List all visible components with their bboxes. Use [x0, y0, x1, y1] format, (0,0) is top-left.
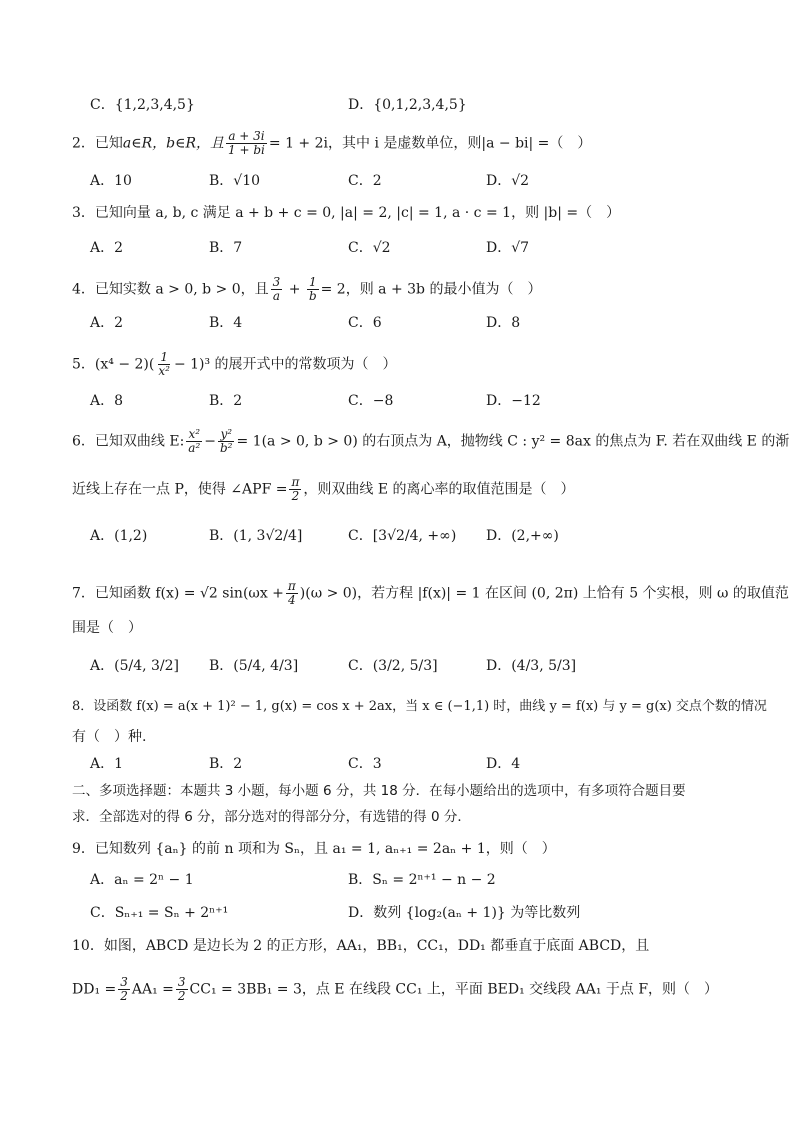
q2-stem-a: 2．已知	[72, 135, 123, 152]
q7-option-b: B．(5/4, 4/3]	[209, 658, 299, 674]
q10-stem-b-c: CC₁ = 3BB₁ = 3，点 E 在线段 CC₁ 上，平面 BED₁ 交线段 AA₁ 于点 F，则（ ）	[189, 981, 719, 998]
q2-option-b: B．√10	[209, 173, 261, 189]
q4-option-c: C．6	[348, 315, 382, 331]
q4-fraction-1	[271, 276, 283, 303]
q10-stem-line1: 10．如图，ABCD 是边长为 2 的正方形，AA₁，BB₁，CC₁，DD₁ 都垂直于底面 ABCD，且	[72, 938, 650, 954]
q8-option-b: B．2	[209, 756, 243, 772]
q9-stem: 9．已知数列 {aₙ} 的前 n 项和为 Sₙ，且 a₁ = 1, aₙ₊₁ = 2aₙ + 1，则（ ）	[72, 841, 556, 857]
q6-option-d: D．(2,+∞)	[486, 528, 559, 544]
q4-f2-den: b	[308, 289, 317, 303]
q6-stem-b: = 1(a > 0, b > 0) 的右顶点为 A，抛物线 C : y² = 8ax 的焦点为 F. 若在双曲线 E 的渐	[236, 433, 790, 450]
q7-f-den: 4	[288, 593, 296, 607]
q6-f1-den: a²	[188, 441, 201, 455]
q7-option-c: C．(3/2, 5/3]	[348, 658, 438, 674]
q5-fraction	[156, 351, 172, 378]
q2-option-d: D．√2	[486, 173, 530, 189]
q3-option-c: C．√2	[348, 240, 391, 256]
q6-stem-c-b: ，则双曲线 E 的离心率的取值范围是（ ）	[303, 481, 575, 498]
q6-option-a: A．(1,2)	[90, 528, 148, 544]
q8-stem-line1: 8．设函数 f(x) = a(x + 1)² − 1, g(x) = cos x + 2ax，当 x ∈ (−1,1) 时，曲线 y = f(x) 与 y = g(x) 交点个数的情况	[72, 699, 767, 714]
q6-f2-num: y²	[220, 427, 233, 441]
q7-option-a: A．(5/4, 3/2]	[90, 658, 179, 674]
q8-option-c: C．3	[348, 756, 382, 772]
q5-option-a: A．8	[90, 393, 124, 409]
q6-stem-line2	[72, 476, 575, 503]
q7-f-num: π	[287, 579, 296, 593]
q7-stem-a: 7．已知函数 f(x) = √2 sin(ωx +	[72, 585, 284, 602]
q4-option-a: A．2	[90, 315, 124, 331]
q4-stem-a: 4．已知实数 a > 0, b > 0，且	[72, 281, 269, 298]
q4-option-d: D．8	[486, 315, 521, 331]
q9-option-b: B．Sₙ = 2ⁿ⁺¹ − n − 2	[348, 872, 496, 888]
q6-fraction-3	[289, 476, 301, 503]
q5-f-num: 1	[160, 350, 168, 364]
q9-option-d: D．数列 {log₂(aₙ + 1)} 为等比数列	[348, 905, 581, 921]
q7-stem-line2: 围是（ ）	[72, 620, 142, 636]
q6-stem-a: 6．已知双曲线 E:	[72, 433, 185, 450]
q6-fraction-2	[218, 428, 235, 455]
q6-option-c: C．[3√2/4, +∞)	[348, 528, 457, 544]
q5-option-d: D．−12	[486, 393, 541, 409]
q5-stem-b: − 1)³ 的展开式中的常数项为（ ）	[173, 356, 397, 373]
q10-stem-b-b: AA₁ =	[131, 981, 174, 998]
q8-option-a: A．1	[90, 756, 124, 772]
q7-fraction	[286, 580, 298, 607]
q3-option-a: A．2	[90, 240, 124, 256]
q10-f1-num: 3	[120, 975, 128, 989]
q2-fraction	[226, 130, 267, 157]
q5-stem-a: 5．(x⁴ − 2)	[72, 356, 149, 373]
q5-f-den: x²	[158, 364, 170, 378]
q4-f2-num: 1	[308, 275, 317, 289]
q10-f2-num: 3	[177, 975, 186, 989]
q4-stem-b: = 2，则 a + 3b 的最小值为（ ）	[320, 281, 542, 298]
q6-minus: −	[204, 433, 216, 450]
q5-option-c: C．−8	[348, 393, 394, 409]
section2-line2: 求．全部选对的得 6 分，部分选对的得部分分，有选错的得 0 分．	[72, 809, 471, 825]
q4-option-b: B．4	[209, 315, 243, 331]
q10-stem-line2	[72, 976, 718, 1003]
q4-f1-den: a	[272, 289, 281, 303]
q6-stem-c-a: 近线上存在一点 P，使得 ∠APF =	[72, 481, 288, 498]
q6-f1-num: x²	[188, 427, 201, 441]
q2-stem	[72, 130, 591, 157]
q9-option-a: A．aₙ = 2ⁿ − 1	[90, 872, 194, 888]
q6-fraction-1	[186, 428, 202, 455]
q6-f3-num: π	[291, 475, 300, 489]
q7-stem-line1	[72, 580, 789, 607]
q3-option-b: B．7	[209, 240, 243, 256]
q5-stem: 5．(x⁴ − 2)( $\frac{1}{\text{x²}}$ − 1)³ 的展开式中的常数项为（ ）	[72, 350, 397, 378]
q7-stem-b: )(ω > 0)，若方程 |f(x)| = 1 在区间 (0, 2π) 上恰有 5 个实根，则 ω 的取值范	[299, 585, 789, 602]
q7-option-d: D．(4/3, 5/3]	[486, 658, 577, 674]
q10-fraction-2	[176, 976, 188, 1003]
q6-option-b: B．(1, 3√2/4]	[209, 528, 303, 544]
q9-option-c: C．Sₙ₊₁ = Sₙ + 2ⁿ⁺¹	[90, 905, 229, 921]
q10-fraction-1	[118, 976, 130, 1003]
q2-frac-den: 1 + bi	[228, 143, 265, 157]
q5-option-b: B．2	[209, 393, 243, 409]
q6-stem-line1	[72, 428, 789, 455]
q10-f1-den: 2	[120, 989, 128, 1003]
section2-line1: 二、多项选择题：本题共 3 小题，每小题 6 分，共 18 分．在每小题给出的选项中，有多项符合题目要	[72, 783, 686, 799]
q1-option-c: C．{1,2,3,4,5}	[90, 97, 195, 113]
q2-option-c: C．2	[348, 173, 382, 189]
q2-stem-b: a∈R，b∈R，且	[122, 135, 225, 152]
q3-option-d: D．√7	[486, 240, 530, 256]
q10-stem-b-a: DD₁ =	[72, 981, 117, 998]
q6-f3-den: 2	[291, 489, 300, 503]
q6-f2-den: b²	[220, 441, 233, 455]
q1-option-d: D．{0,1,2,3,4,5}	[348, 97, 467, 113]
q8-stem-line2: 有（ ）种.	[72, 729, 147, 745]
q3-stem: 3．已知向量 a, b, c 满足 a + b + c = 0, |a| = 2, |c| = 1, a · c = 1，则 |b| =（ ）	[72, 205, 621, 221]
q2-frac-num: a + 3i	[228, 129, 265, 143]
q4-fraction-2	[307, 276, 319, 303]
q4-f1-num: 3	[272, 275, 281, 289]
q2-stem-c: = 1 + 2i，其中 i 是虚数单位，则|a − bi| =（ ）	[268, 135, 592, 152]
q4-stem: 4．已知实数 a > 0, b > 0，且 $\frac{3}{a}$ + $\frac{1}{b}$ = 2，则 a + 3b 的最小值为（ ）	[72, 275, 542, 303]
q10-f2-den: 2	[177, 989, 186, 1003]
q2-option-a: A．10	[90, 173, 132, 189]
q8-option-d: D．4	[486, 756, 521, 772]
